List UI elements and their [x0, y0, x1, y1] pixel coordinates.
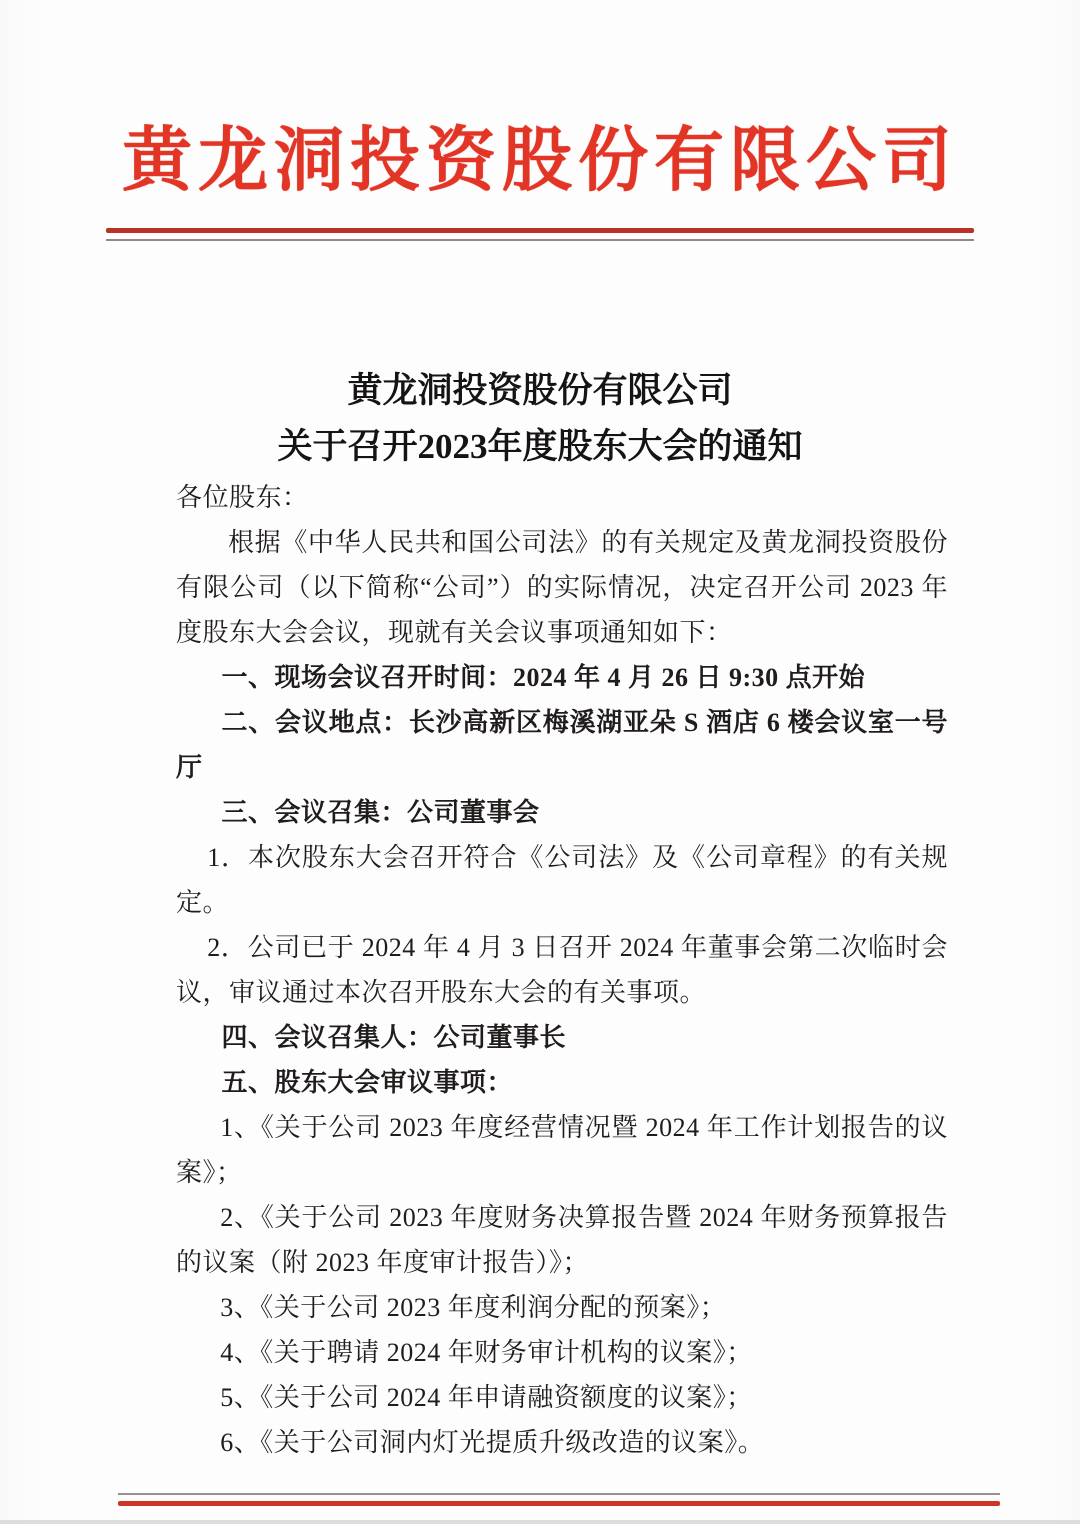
notice-title-line2: 关于召开2023年度股东大会的通知 [277, 427, 803, 466]
page-footer [0, 1493, 1080, 1506]
footer-divider-thin-line [118, 1493, 1000, 1495]
paragraph-intro: 根据《中华人民共和国公司法》的有关规定及黄龙洞投资股份有限公司（以下简称“公司”）的实际情况，决定召开公司 2023 年度股东大会会议，现就有关会议事项通知如下： [176, 528, 948, 647]
footer-divider-red-line [118, 1501, 1000, 1506]
notice-title-block [0, 363, 1080, 475]
paragraph-subitem: 2．公司已于 2024 年 4 月 3 日召开 2024 年董事会第二次临时会议，审议通过本次召开股东大会的有关事项。 [176, 933, 948, 1007]
photo-bottom-edge [0, 1520, 1080, 1524]
paragraph-item: 1、《关于公司 2023 年度经营情况暨 2024 年工作计划报告的议案》； [176, 1113, 948, 1187]
footer-divider [118, 1493, 1000, 1506]
paragraph-subitem: 1．本次股东大会召开符合《公司法》及《公司章程》的有关规定。 [176, 843, 948, 917]
paragraph-heading: 三、会议召集：公司董事会 [221, 798, 540, 827]
paragraph-item: 4、《关于聘请 2024 年财务审计机构的议案》； [220, 1338, 753, 1367]
notice-body [176, 475, 948, 1465]
paragraph-item: 6、《关于公司洞内灯光提质升级改造的议案》。 [220, 1428, 765, 1457]
paragraph-heading: 五、股东大会审议事项： [221, 1068, 514, 1097]
letterhead-divider [106, 228, 974, 241]
salutation: 各位股东： [176, 483, 309, 512]
paragraph-item: 3、《关于公司 2023 年度利润分配的预案》； [220, 1293, 727, 1322]
notice-title-line1: 黄龙洞投资股份有限公司 [347, 371, 733, 410]
letterhead-divider-red-line [106, 228, 974, 233]
letterhead [0, 0, 1080, 241]
paragraph-heading: 一、现场会议召开时间：2024 年 4 月 26 日 9:30 点开始 [221, 663, 866, 692]
paragraph-list [176, 520, 948, 1465]
letterhead-divider-thin-line [106, 239, 974, 241]
company-letterhead-title: 黄龙洞投资股份有限公司 [122, 123, 958, 200]
paragraph-item: 5、《关于公司 2024 年申请融资额度的议案》； [220, 1383, 753, 1412]
paragraph-item: 2、《关于公司 2023 年度财务决算报告暨 2024 年财务预算报告的议案（附 2023 年度审计报告）》； [176, 1203, 948, 1277]
paragraph-heading: 二、会议地点：长沙高新区梅溪湖亚朵 S 酒店 6 楼会议室一号厅 [176, 708, 948, 782]
paragraph-heading: 四、会议召集人：公司董事长 [221, 1023, 567, 1052]
